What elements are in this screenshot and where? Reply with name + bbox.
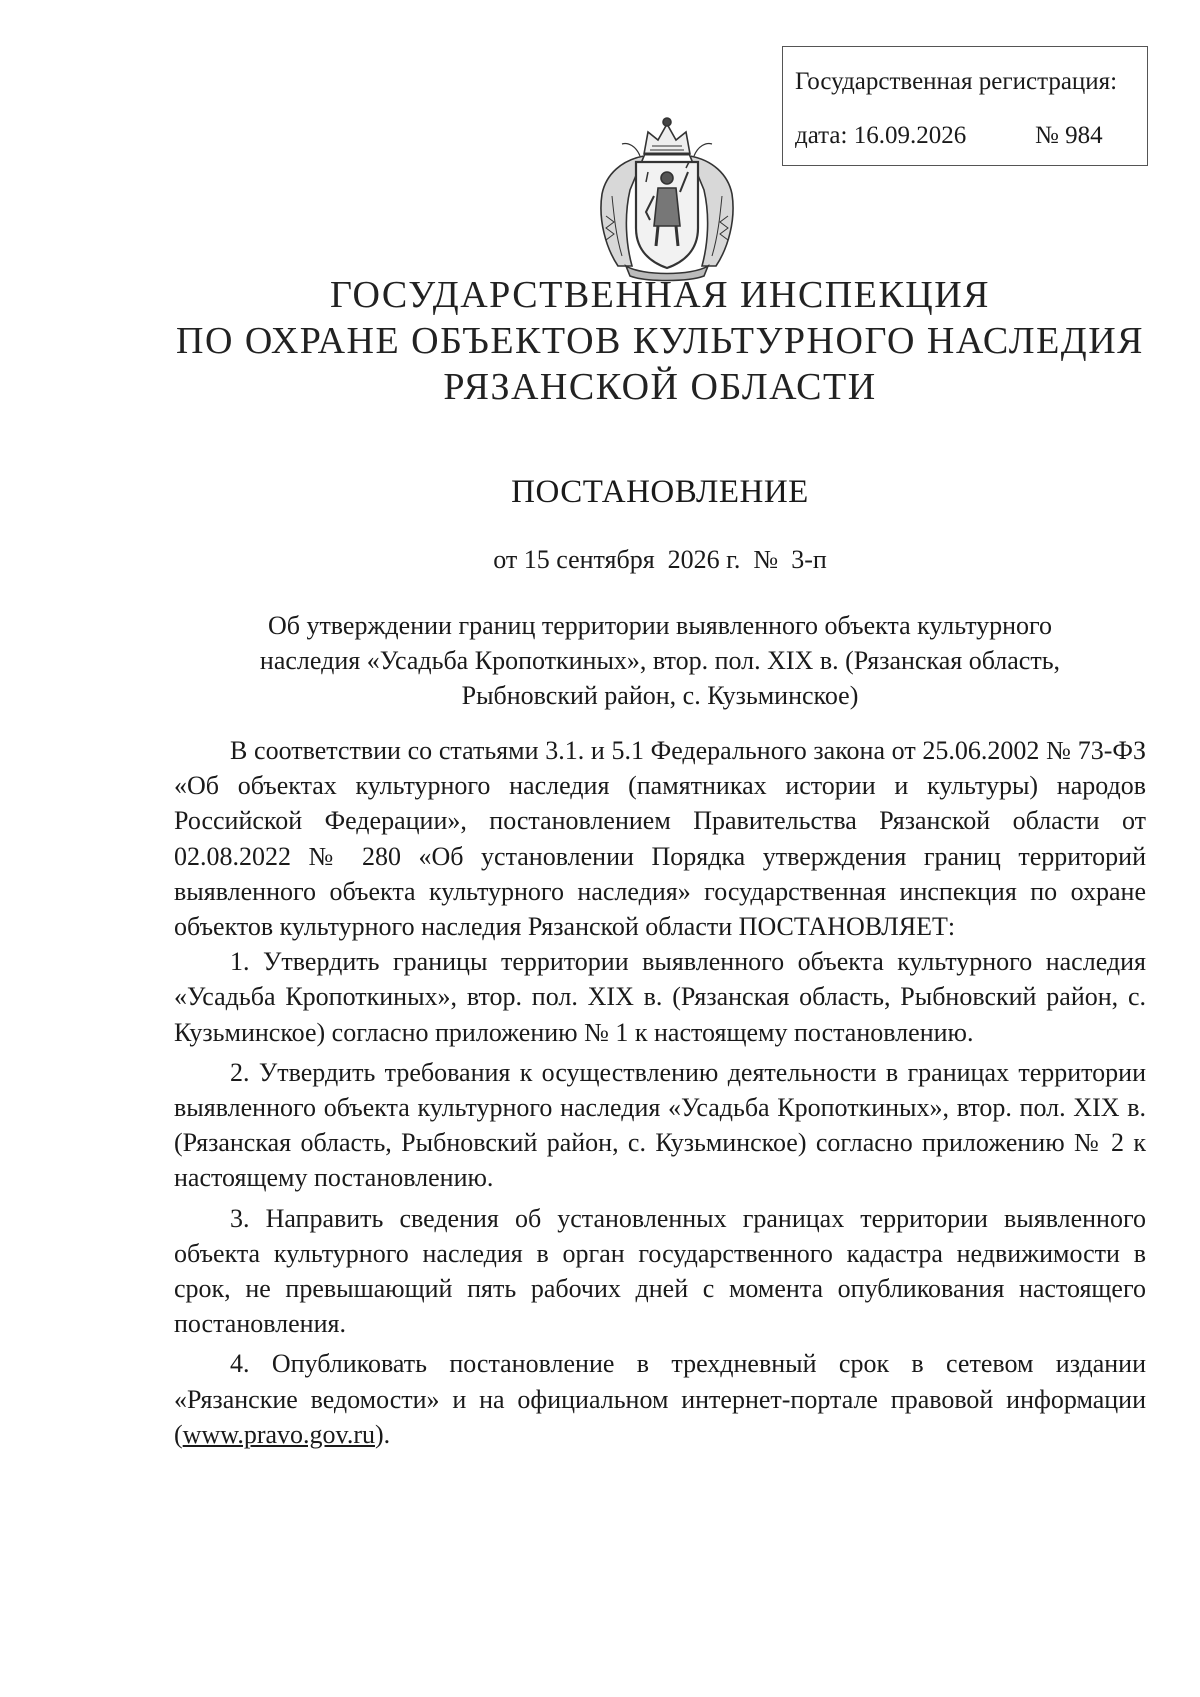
document-date-number: от 15 сентября 2026 г. № 3-п — [493, 545, 827, 574]
agency-line-2: ПО ОХРАНЕ ОБЪЕКТОВ КУЛЬТУРНОГО НАСЛЕДИЯ — [176, 320, 1144, 362]
subject-line-1: Об утверждении границ территории выявленного объекта культурного — [267, 611, 1053, 640]
subject-line-2: наследия «Усадьба Кропоткиных», втор. пол. XIX в. (Рязанская область, — [259, 646, 1061, 675]
pravo-portal-link[interactable]: www.pravo.gov.ru — [182, 1419, 375, 1449]
item-4-paragraph — [174, 1346, 1146, 1452]
agency-line-3: РЯЗАНСКОЙ ОБЛАСТИ — [443, 366, 877, 408]
item-1-paragraph: 1. Утвердить границы территории выявленного объекта культурного наследия «Усадьба Кропоткиных», втор. пол. XIX в. (Рязанская область, Рыбновский район, с. Кузьминское) согласно приложению № 1 к настоящему постановлению. — [174, 947, 1146, 1047]
item-4-text: 4. Опубликовать постановление в трехдневный срок в сетевом издании «Рязанские ведомости» и на официальном интернет-портале правовой информации ( — [174, 1349, 1146, 1449]
registration-title: Государственная регистрация: — [795, 68, 1118, 95]
agency-line-1: ГОСУДАРСТВЕННАЯ ИНСПЕКЦИЯ — [329, 274, 991, 316]
registration-date: дата: 16.09.2026 — [795, 122, 967, 149]
subject-line-3: Рыбновский район, с. Кузьминское) — [461, 681, 859, 710]
agency-name — [100, 272, 1200, 410]
preamble-paragraph: В соответствии со статьями 3.1. и 5.1 Федерального закона от 25.06.2002 № 73-ФЗ «Об объектах культурного наследия (памятниках истории и культуры) народов Российской Федерации», постановлением Правительства Рязанской области от 02.08.2022 № 280 «Об установлении Порядка утверждения границ территорий выявленного объекта культурного наследия» государственная инспекция по охране объектов культурного наследия Рязанской области ПОСТАНОВЛЯЕТ: — [174, 736, 1146, 942]
item-2-paragraph: 2. Утвердить требования к осуществлению деятельности в границах территории выявленного объекта культурного наследия «Усадьба Кропоткиных», втор. пол. XIX в. (Рязанская область, Рыбновский район, с. Кузьминское) согласно приложению № 2 к настоящему постановлению. — [174, 1057, 1146, 1193]
document-subject — [150, 608, 1170, 713]
document-body — [174, 733, 1146, 1457]
ryazan-coat-of-arms-icon — [592, 116, 742, 284]
registration-stamp — [782, 46, 1148, 166]
item-4-end: ). — [374, 1419, 391, 1449]
registration-number: № 984 — [1035, 122, 1103, 149]
item-3-paragraph: 3. Направить сведения об установленных границах территории выявленного объекта культурного наследия в орган государственного кадастра недвижимости в срок, не превышающий пять рабочих дней с момента опубликования настоящего постановления. — [174, 1203, 1146, 1339]
document-type: ПОСТАНОВЛЕНИЕ — [511, 474, 809, 510]
